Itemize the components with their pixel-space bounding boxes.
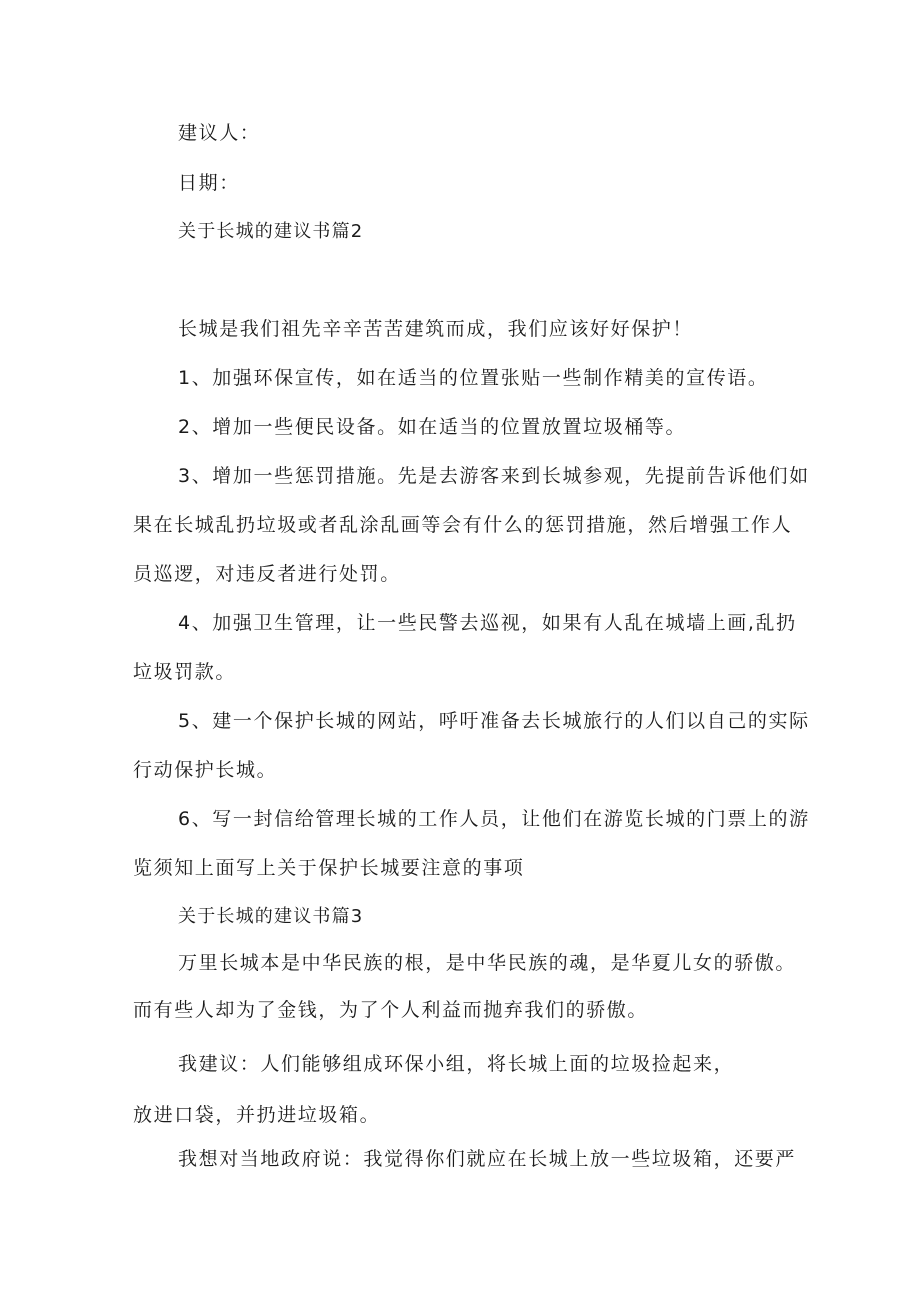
paragraph-1-line-1: 万里长城本是中华民族的根，是中华民族的魂，是华夏儿女的骄傲。 xyxy=(178,952,797,974)
list-item-2: 2、增加一些便民设备。如在适当的位置放置垃圾桶等。 xyxy=(178,416,687,438)
list-item-3-line-2: 果在长城乱扔垃圾或者乱涂乱画等会有什么的惩罚措施，然后增强工作人 xyxy=(133,514,793,536)
list-item-6-line-1: 6、写一封信给管理长城的工作人员，让他们在游览长城的门票上的游 xyxy=(178,808,810,830)
section-heading-2: 关于长城的建议书篇2 xyxy=(178,221,364,242)
proposer-label: 建议人： xyxy=(178,122,261,144)
list-item-5-line-1: 5、建一个保护长城的网站，呼吁准备去长城旅行的人们以自己的实际 xyxy=(178,710,810,732)
paragraph-intro: 长城是我们祖先辛辛苦苦建筑而成，我们应该好好保护！ xyxy=(178,318,694,340)
list-item-5-line-2: 行动保护长城。 xyxy=(133,759,278,781)
list-item-4-line-1: 4、加强卫生管理，让一些民警去巡视，如果有人乱在城墙上画,乱扔 xyxy=(178,612,797,634)
list-item-1: 1、加强环保宣传，如在适当的位置张贴一些制作精美的宣传语。 xyxy=(178,367,769,389)
section-heading-3: 关于长城的建议书篇3 xyxy=(178,906,364,927)
paragraph-3-line-1: 我想对当地政府说：我觉得你们就应在长城上放一些垃圾箱，还要严 xyxy=(178,1148,797,1170)
date-label: 日期： xyxy=(178,172,240,194)
list-item-3-line-3: 员巡逻，对违反者进行处罚。 xyxy=(133,563,401,585)
paragraph-1-line-2: 而有些人却为了金钱，为了个人利益而抛弃我们的骄傲。 xyxy=(133,999,649,1021)
paragraph-2-line-2: 放进口袋，并扔进垃圾箱。 xyxy=(133,1104,381,1126)
list-item-3-line-1: 3、增加一些惩罚措施。先是去游客来到长城参观，先提前告诉他们如 xyxy=(178,465,810,487)
list-item-6-line-2: 览须知上面写上关于保护长城要注意的事项 xyxy=(133,857,525,879)
paragraph-2-line-1: 我建议：人们能够组成环保小组，将长城上面的垃圾捡起来， xyxy=(178,1053,735,1075)
list-item-4-line-2: 垃圾罚款。 xyxy=(133,661,237,683)
